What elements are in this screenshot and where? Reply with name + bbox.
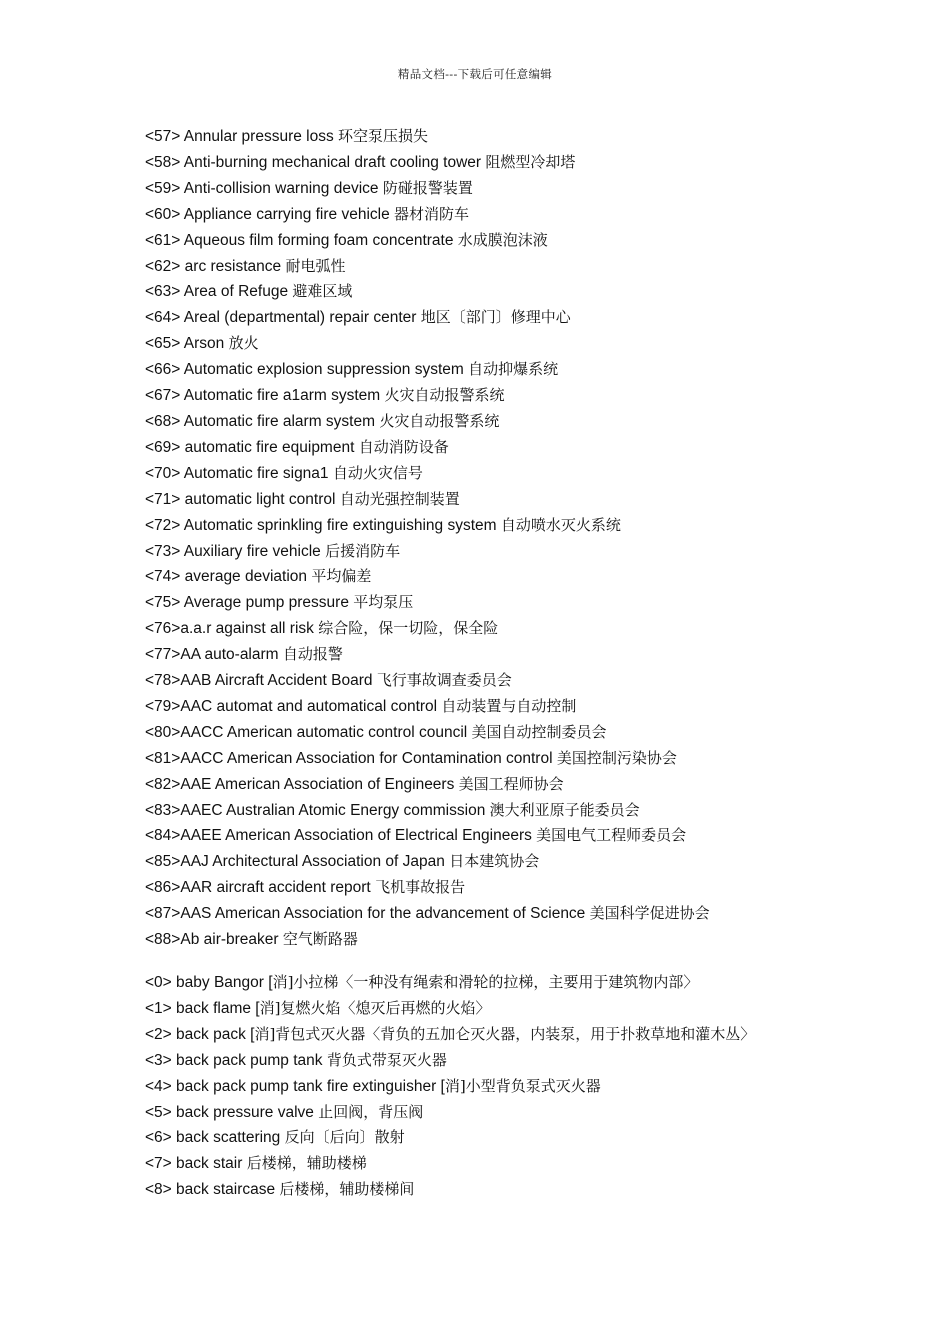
list-item xyxy=(145,228,805,254)
entry-translation: 美国电气工程师委员会 xyxy=(536,826,687,845)
entry-number: <85> xyxy=(145,853,181,871)
page-header: 精品文档---下载后可任意编辑 xyxy=(397,67,553,81)
entry-term: back pack pump tank xyxy=(171,1051,327,1069)
entry-term: AAC automat and automatical control xyxy=(180,697,442,715)
entry-number: <84> xyxy=(145,827,181,845)
entry-term: AACC American Association for Contamination control xyxy=(180,749,557,767)
entry-term: AA auto-alarm xyxy=(180,646,283,664)
entry-number: <86> xyxy=(145,879,181,897)
entry-number: <78> xyxy=(145,672,181,690)
list-item xyxy=(145,927,805,953)
entry-number: <65> xyxy=(145,335,181,353)
entry-translation: 美国自动控制委员会 xyxy=(471,722,607,741)
entry-number: <87> xyxy=(145,905,181,923)
entry-term: Automatic fire a1arm system xyxy=(180,387,385,405)
list-item xyxy=(145,331,805,357)
entry-translation: 自动装置与自动控制 xyxy=(441,696,577,715)
entry-term: Aqueous film forming foam concentrate xyxy=(180,231,458,249)
list-item xyxy=(145,176,805,202)
entry-term: Auxiliary fire vehicle xyxy=(180,542,326,560)
entry-translation: 后楼梯，辅助楼梯 xyxy=(246,1154,367,1173)
list-item xyxy=(145,1177,805,1203)
list-item xyxy=(145,901,805,927)
entry-number: <76> xyxy=(145,620,181,638)
entry-translation: 美国科学促进协会 xyxy=(589,904,710,923)
entry-translation: 综合险，保一切险，保全险 xyxy=(318,619,499,638)
entry-term: baby Bangor [ xyxy=(171,974,273,991)
entry-translation: 避难区域 xyxy=(292,282,353,301)
entry-number: <75> xyxy=(145,594,181,612)
entry-translation: 火灾自动报警系统 xyxy=(379,411,500,430)
list-item xyxy=(145,720,805,746)
list-item xyxy=(145,564,805,590)
entry-translation: 消]小型背负泵式灭火器 xyxy=(444,1076,601,1095)
list-item xyxy=(145,202,805,228)
entry-term: automatic fire equipment xyxy=(180,438,359,456)
entry-number: <68> xyxy=(145,412,181,430)
entry-term: AAE American Association of Engineers xyxy=(180,775,459,793)
list-item xyxy=(145,124,805,150)
entry-translation: 消]复燃火焰〈熄灭后再燃的火焰〉 xyxy=(259,998,491,1017)
entry-translation: 背负式带泵灭火器 xyxy=(326,1050,447,1069)
entry-number: <81> xyxy=(145,749,181,767)
list-item xyxy=(145,772,805,798)
entry-translation: 飞机事故报告 xyxy=(375,878,466,897)
list-item xyxy=(145,435,805,461)
entry-translation: 消]背包式灭火器〈背负的五加仑灭火器，内装泵，用于扑救草地和灌木丛〉 xyxy=(254,1024,756,1043)
entry-term: AACC American automatic control council xyxy=(180,723,472,741)
glossary-list-b xyxy=(145,970,805,1203)
entry-number: <64> xyxy=(145,309,181,327)
entry-translation: 耐电弧性 xyxy=(285,256,346,275)
entry-translation: 澳大利亚原子能委员会 xyxy=(489,800,640,819)
entry-term: back scattering xyxy=(171,1129,285,1147)
entry-number: <73> xyxy=(145,542,181,560)
entry-term: Appliance carrying fire vehicle xyxy=(180,205,395,223)
entry-translation: 水成膜泡沫液 xyxy=(457,230,548,249)
entry-number: <82> xyxy=(145,775,181,793)
entry-translation: 自动抑爆系统 xyxy=(468,360,559,379)
list-item xyxy=(145,254,805,280)
entry-term: back pressure valve xyxy=(171,1103,319,1121)
entry-term: Areal (departmental) repair center xyxy=(180,309,421,327)
entry-number: <6> xyxy=(145,1129,172,1147)
entry-translation: 消]小拉梯〈一种没有绳索和滑轮的拉梯，主要用于建筑物内部〉 xyxy=(272,973,699,991)
entry-translation: 美国控制污染协会 xyxy=(556,748,677,767)
entry-number: <80> xyxy=(145,723,181,741)
entry-term: Arson xyxy=(180,335,229,353)
entry-number: <69> xyxy=(145,438,181,456)
entry-number: <72> xyxy=(145,516,181,534)
entry-translation: 空气断路器 xyxy=(282,930,358,949)
list-item xyxy=(145,668,805,694)
entry-translation: 后楼梯，辅助楼梯间 xyxy=(279,1180,415,1199)
list-item xyxy=(145,409,805,435)
list-item xyxy=(145,461,805,487)
entry-term: AAEE American Association of Electrical Engineers xyxy=(180,827,537,845)
entry-translation: 美国工程师协会 xyxy=(458,774,564,793)
entry-term: back stair xyxy=(171,1155,247,1173)
entry-translation: 自动消防设备 xyxy=(358,437,449,456)
entry-term: Automatic sprinkling fire extinguishing system xyxy=(180,516,501,534)
entry-number: <74> xyxy=(145,568,181,586)
entry-number: <4> xyxy=(145,1077,172,1095)
entry-number: <60> xyxy=(145,205,181,223)
glossary-list-a xyxy=(145,124,805,953)
entry-translation: 平均泵压 xyxy=(353,593,414,612)
list-item xyxy=(145,970,805,996)
list-item xyxy=(145,849,805,875)
entry-translation: 火灾自动报警系统 xyxy=(384,386,505,405)
entry-translation: 放火 xyxy=(228,334,259,353)
list-item xyxy=(145,616,805,642)
entry-number: <8> xyxy=(145,1181,172,1199)
list-item xyxy=(145,798,805,824)
list-item xyxy=(145,150,805,176)
entry-number: <5> xyxy=(145,1103,172,1121)
entry-translation: 自动喷水灭火系统 xyxy=(500,515,621,534)
entry-translation: 自动报警 xyxy=(282,645,343,664)
entry-term: Average pump pressure xyxy=(180,594,354,612)
entry-translation: 日本建筑协会 xyxy=(449,852,540,871)
entry-term: Anti-collision warning device xyxy=(180,179,383,197)
entry-number: <63> xyxy=(145,283,181,301)
list-item xyxy=(145,1151,805,1177)
entry-number: <59> xyxy=(145,179,181,197)
list-item xyxy=(145,1048,805,1074)
entry-translation: 后援消防车 xyxy=(325,541,401,560)
entry-number: <70> xyxy=(145,464,181,482)
entry-translation: 自动火灾信号 xyxy=(332,463,423,482)
entry-term: Automatic fire alarm system xyxy=(180,412,380,430)
entry-translation: 平均偏差 xyxy=(311,567,372,586)
entry-number: <67> xyxy=(145,387,181,405)
list-item xyxy=(145,1125,805,1151)
entry-number: <77> xyxy=(145,646,181,664)
entry-number: <61> xyxy=(145,231,181,249)
entry-term: AAEC Australian Atomic Energy commission xyxy=(180,801,490,819)
entry-number: <83> xyxy=(145,801,181,819)
entry-term: back pack [ xyxy=(171,1025,255,1043)
entry-term: back flame [ xyxy=(171,999,260,1017)
list-item xyxy=(145,642,805,668)
entry-term: Area of Refuge xyxy=(180,283,293,301)
list-item xyxy=(145,305,805,331)
entry-number: <7> xyxy=(145,1155,172,1173)
entry-translation: 环空泵压损失 xyxy=(338,127,429,145)
list-item xyxy=(145,383,805,409)
entry-term: AAR aircraft accident report xyxy=(180,879,376,897)
entry-number: <66> xyxy=(145,361,181,379)
entry-term: Ab air-breaker xyxy=(180,931,283,949)
entry-term: AAS American Association for the advancement of Science xyxy=(180,905,590,923)
list-item xyxy=(145,823,805,849)
entry-number: <3> xyxy=(145,1051,172,1069)
entry-translation: 防碰报警装置 xyxy=(382,178,473,197)
list-item xyxy=(145,357,805,383)
entry-term: AAB Aircraft Accident Board xyxy=(180,672,377,690)
entry-translation: 地区〔部门〕修理中心 xyxy=(420,308,571,327)
entry-translation: 自动光强控制装置 xyxy=(339,489,460,508)
entry-term: average deviation xyxy=(180,568,312,586)
list-item xyxy=(145,746,805,772)
list-item xyxy=(145,1074,805,1100)
entry-term: back staircase xyxy=(171,1181,280,1199)
entry-number: <62> xyxy=(145,257,181,275)
entry-number: <2> xyxy=(145,1025,172,1043)
entry-term: Automatic fire signa1 xyxy=(180,464,333,482)
list-item xyxy=(145,487,805,513)
list-item xyxy=(145,539,805,565)
entry-term: AAJ Architectural Association of Japan xyxy=(180,853,450,871)
entry-number: <0> xyxy=(145,974,172,991)
list-item xyxy=(145,996,805,1022)
entry-number: <71> xyxy=(145,490,181,508)
entry-term: Anti-burning mechanical draft cooling tower xyxy=(180,153,486,171)
entry-term: Automatic explosion suppression system xyxy=(180,361,469,379)
list-item xyxy=(145,875,805,901)
entry-translation: 阻燃型冷却塔 xyxy=(485,152,576,171)
entry-translation: 反向〔后向〕散射 xyxy=(284,1128,405,1147)
entry-translation: 飞行事故调查委员会 xyxy=(376,671,512,690)
entry-term: a.a.r against all risk xyxy=(180,620,319,638)
entry-number: <57> xyxy=(145,128,181,145)
entry-translation: 器材消防车 xyxy=(394,204,470,223)
entry-term: arc resistance xyxy=(180,257,286,275)
list-item xyxy=(145,1100,805,1126)
entry-number: <79> xyxy=(145,697,181,715)
entry-term: Annular pressure loss xyxy=(180,128,339,145)
list-item xyxy=(145,694,805,720)
list-item xyxy=(145,1022,805,1048)
list-item xyxy=(145,279,805,305)
entry-number: <58> xyxy=(145,153,181,171)
list-item xyxy=(145,590,805,616)
entry-translation: 止回阀，背压阀 xyxy=(318,1102,424,1121)
entry-term: back pack pump tank fire extinguisher [ xyxy=(171,1077,445,1095)
entry-number: <88> xyxy=(145,931,181,949)
entry-term: automatic light control xyxy=(180,490,340,508)
list-item xyxy=(145,513,805,539)
entry-number: <1> xyxy=(145,999,172,1017)
